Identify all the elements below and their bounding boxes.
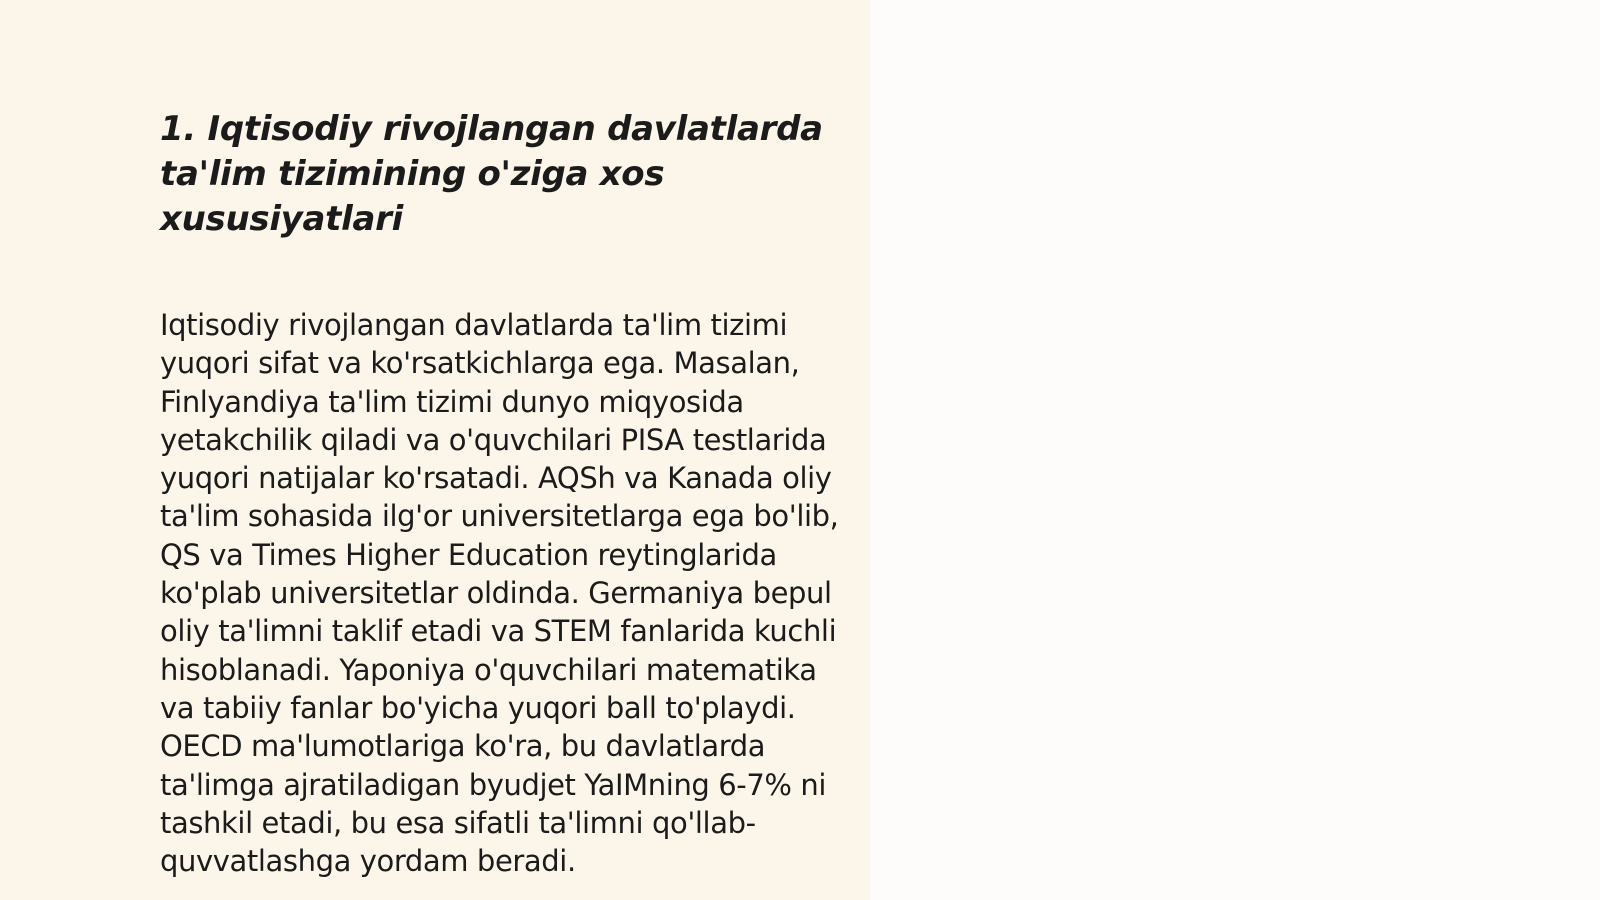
- blank-panel: [870, 0, 1600, 900]
- slide-body-text: Iqtisodiy rivojlangan davlatlarda ta'lim tizimi yuqori sifat va ko'rsatkichlarga ega. Masalan, Finlyandiya ta'lim tizimi dunyo miqyosida yetakchilik qiladi va o'quvchilari PISA testlarida yuqori natijalar ko'rsatadi. AQSh va Kanada oliy ta'lim sohasida ilg'or universitetlarga ega bo'lib, QS va Times Higher Education reytinglarida ko'plab universitetlar oldinda. Germaniya bepul oliy ta'limni taklif etadi va STEM fanlarida kuchli hisoblanadi. Yaponiya o'quvchilari matematika va tabiiy fanlar bo'yicha yuqori ball to'playdi. OECD ma'lumotlariga ko'ra, bu davlatlarda ta'limga ajratiladigan byudjet YaIMning 6-7% ni tashkil etadi, bu esa sifatli ta'limni qo'llab-quvvatlashga yordam beradi.: [160, 308, 839, 879]
- slide-title: 1. Iqtisodiy rivojlangan davlatlarda ta'lim tizimining o'ziga xos xususiyatlari: [160, 109, 823, 239]
